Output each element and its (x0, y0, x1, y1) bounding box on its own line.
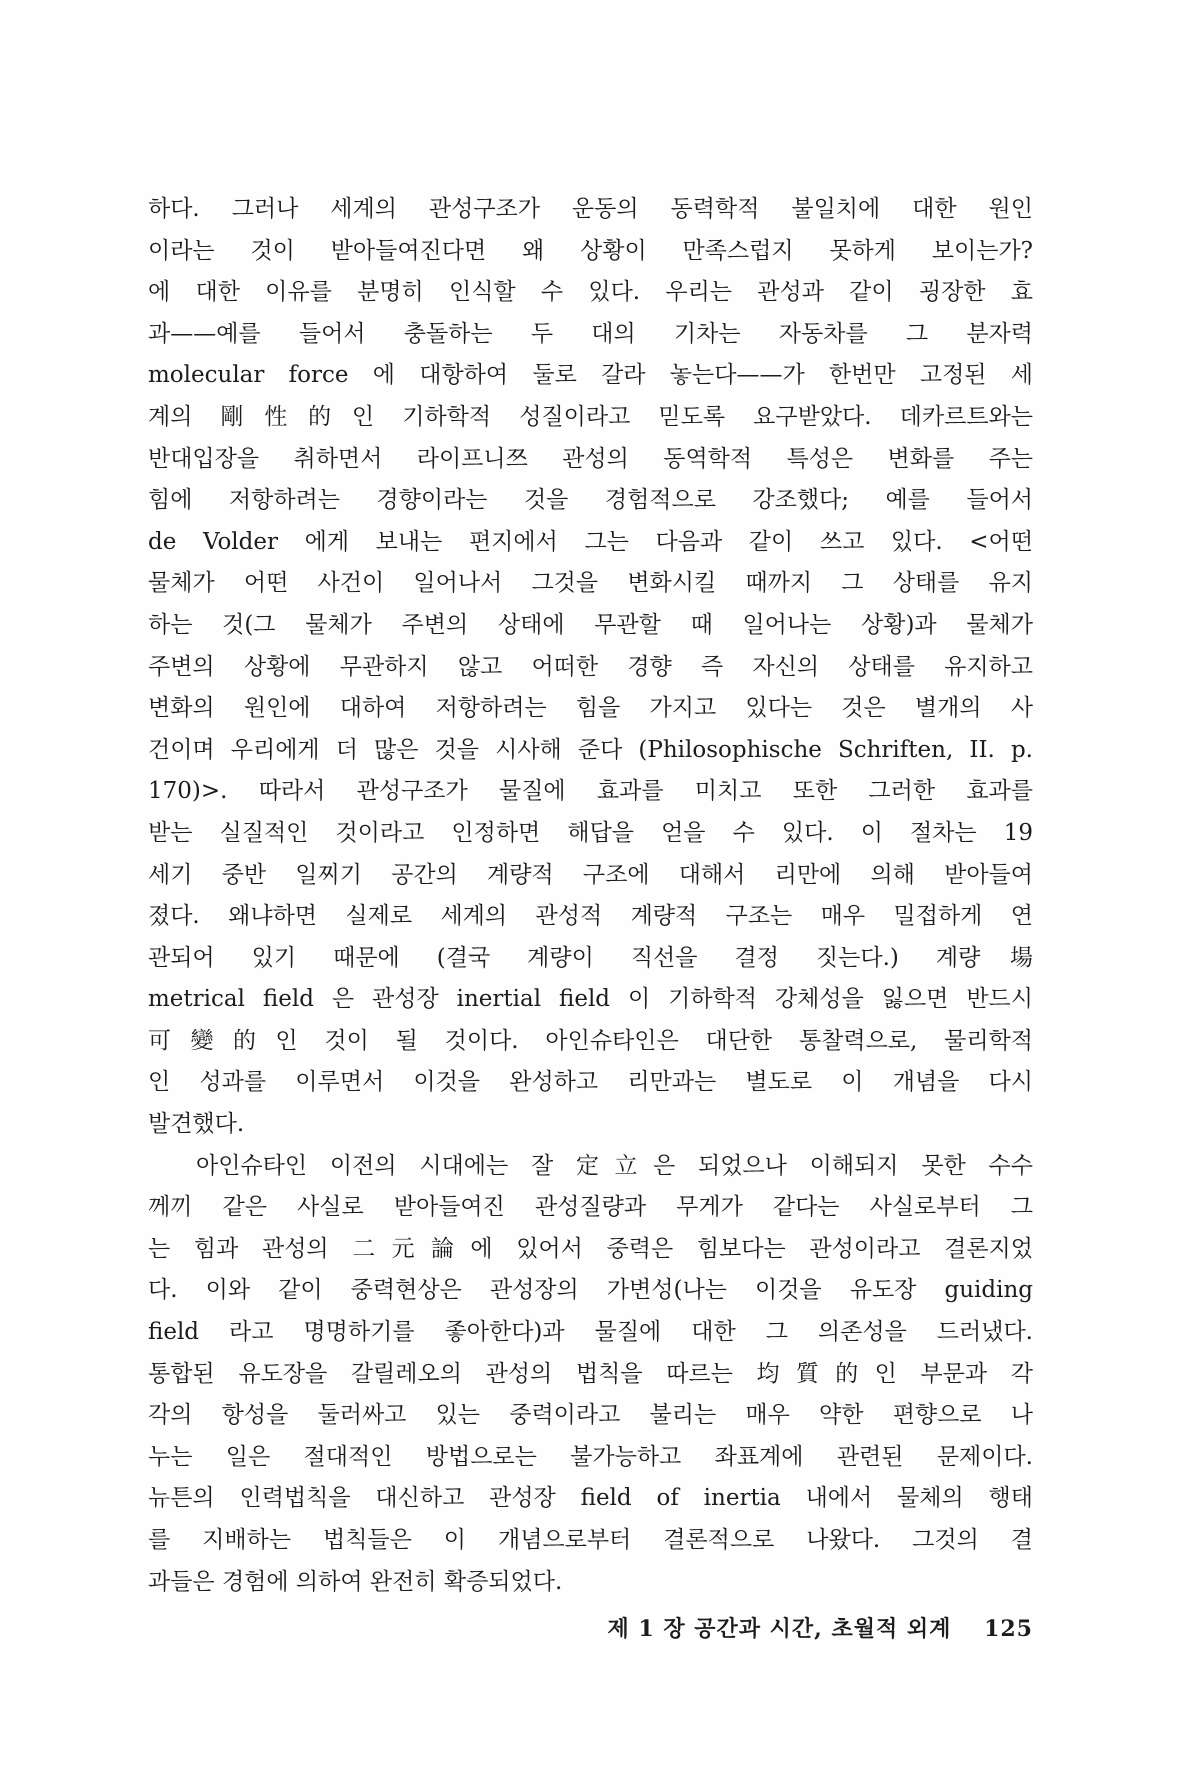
text-line: field 라고 명명하기를 좋아한다)과 물질에 대한 그 의존성을 드러냈다. (148, 1319, 1033, 1346)
text-line: 계의 剛性的인 기하학적 성질이라고 믿도록 요구받았다. 데카르트와는 (148, 403, 1033, 430)
text-line: 받는 실질적인 것이라고 인정하면 해답을 얻을 수 있다. 이 절차는 19 (148, 819, 1033, 846)
running-footer (607, 1614, 1033, 1644)
text-line: 발견했다. (148, 1111, 245, 1138)
page-number: 125 (984, 1616, 1033, 1642)
text-line: 과——예를 들어서 충돌하는 두 대의 기차는 자동차를 그 분자력 (148, 320, 1033, 347)
text-line: 170)>. 따라서 관성구조가 물질에 효과를 미치고 또한 그러한 효과를 (148, 778, 1033, 805)
text-line: 누는 일은 절대적인 방법으로는 불가능하고 좌표계에 관련된 문제이다. (148, 1443, 1033, 1470)
text-line: 인 성과를 이루면서 이것을 완성하고 리만과는 별도로 이 개념을 다시 (148, 1069, 1033, 1096)
text-line: 관되어 있기 때문에 (결국 계량이 직선을 결정 짓는다.) 계량場 (148, 944, 1033, 971)
text-line: 를 지배하는 법칙들은 이 개념으로부터 결론적으로 나왔다. 그것의 결 (148, 1527, 1033, 1553)
text-line: 하는 것(그 물체가 주변의 상태에 무관할 때 일어나는 상황)과 물체가 (148, 611, 1033, 638)
text-line: 다. 이와 같이 중력현상은 관성장의 가변성(나는 이것을 유도장 guiding (148, 1277, 1033, 1304)
text-line: 可變的인 것이 될 것이다. 아인슈타인은 대단한 통찰력으로, 물리학적 (148, 1027, 1033, 1054)
text-line: 주변의 상황에 무관하지 않고 어떠한 경향 즉 자신의 상태를 유지하고 (148, 653, 1033, 680)
text-line: 건이며 우리에게 더 많은 것을 시사해 준다 (Philosophische Schriften, II. p. (148, 736, 1033, 763)
text-line: 께끼 같은 사실로 받아들여진 관성질량과 무게가 같다는 사실로부터 그 (148, 1194, 1033, 1221)
text-line: 통합된 유도장을 갈릴레오의 관성의 법칙을 따르는 均質的인 부문과 각 (148, 1360, 1033, 1387)
text-line: 세기 중반 일찌기 공간의 계량적 구조에 대해서 리만에 의해 받아들여 (148, 861, 1033, 888)
text-line: 과들은 경험에 의하여 완전히 확증되었다. (148, 1568, 563, 1595)
text-line: 졌다. 왜냐하면 실제로 세계의 관성적 계량적 구조는 매우 밀접하게 연 (148, 903, 1033, 930)
text-line: de Volder 에게 보내는 편지에서 그는 다음과 같이 쓰고 있다. <어떤 (148, 528, 1033, 555)
text-line: metrical field 은 관성장 inertial field 이 기하학적 강체성을 잃으면 반드시 (148, 986, 1033, 1013)
text-line: 각의 항성을 둘러싸고 있는 중력이라고 불리는 매우 약한 편향으로 나 (148, 1402, 1033, 1429)
text-line: 반대입장을 취하면서 라이프니쯔 관성의 동역학적 특성은 변화를 주는 (148, 445, 1033, 472)
text-line: 변화의 원인에 대하여 저항하려는 힘을 가지고 있다는 것은 별개의 사 (148, 695, 1033, 722)
text-line: 이라는 것이 받아들여진다면 왜 상황이 만족스럽지 못하게 보이는가? (148, 237, 1033, 264)
chapter-title: 제 1 장 공간과 시간, 초월적 외계 (607, 1616, 952, 1642)
text-line: molecular force 에 대항하여 둘로 갈라 놓는다——가 한번만 고정된 세 (148, 362, 1033, 389)
text-line: 뉴튼의 인력법칙을 대신하고 관성장 field of inertia 내에서 물체의 행태 (148, 1485, 1033, 1512)
text-line: 물체가 어떤 사건이 일어나서 그것을 변화시킬 때까지 그 상태를 유지 (148, 570, 1033, 597)
body-text (148, 189, 1033, 1603)
text-line: 힘에 저항하려는 경향이라는 것을 경험적으로 강조했다; 예를 들어서 (148, 487, 1033, 514)
text-line: 하다. 그러나 세계의 관성구조가 운동의 동력학적 불일치에 대한 원인 (148, 196, 1033, 222)
paragraph-start-line: 아인슈타인 이전의 시대에는 잘 定立은 되었으나 이해되지 못한 수수 (196, 1152, 1033, 1179)
text-line: 는 힘과 관성의 二元論에 있어서 중력은 힘보다는 관성이라고 결론지었 (148, 1235, 1033, 1262)
text-line: 에 대한 이유를 분명히 인식할 수 있다. 우리는 관성과 같이 굉장한 효 (148, 279, 1033, 306)
